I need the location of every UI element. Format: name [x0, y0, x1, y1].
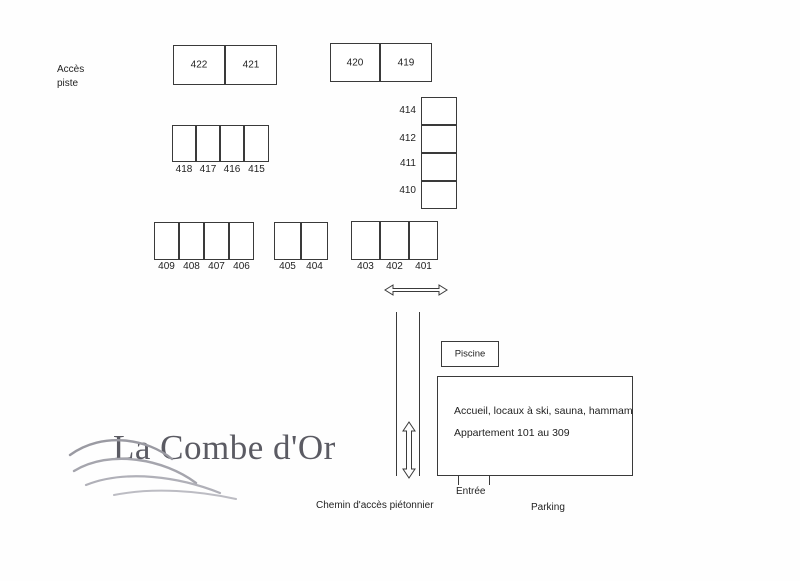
- unit-405-label: 405: [279, 261, 296, 272]
- reception-line1: Accueil, locaux à ski, sauna, hammam: [454, 405, 633, 417]
- unit-401-label: 401: [415, 261, 432, 272]
- unit-404-label: 404: [306, 261, 323, 272]
- unit-422[interactable]: [173, 45, 225, 85]
- unit-415[interactable]: [244, 125, 269, 162]
- unit-422-label: 422: [190, 59, 208, 71]
- reception-building[interactable]: [437, 376, 633, 476]
- unit-420[interactable]: [330, 43, 380, 82]
- unit-418-label: 418: [175, 164, 193, 175]
- unit-421[interactable]: [225, 45, 277, 85]
- unit-401[interactable]: [409, 221, 438, 260]
- reception-line2: Appartement 101 au 309: [454, 427, 570, 439]
- unit-416[interactable]: [220, 125, 244, 162]
- parking-label: Parking: [531, 502, 565, 513]
- unit-416-label: 416: [223, 164, 241, 175]
- access-piste-label-line2: piste: [57, 78, 79, 89]
- piscine-building[interactable]: [441, 341, 499, 367]
- road-line-right: [419, 312, 420, 476]
- unit-404[interactable]: [301, 222, 328, 260]
- unit-403[interactable]: [351, 221, 380, 260]
- unit-411[interactable]: [421, 153, 457, 181]
- entree-label: Entrée: [456, 486, 486, 497]
- unit-417[interactable]: [196, 125, 220, 162]
- unit-408-label: 408: [183, 261, 200, 272]
- road-line-left: [396, 312, 397, 476]
- entrance-tick-left: [458, 476, 459, 485]
- access-piste-label-line1: Accès: [57, 64, 85, 75]
- entrance-tick-right: [489, 476, 490, 485]
- unit-403-label: 403: [357, 261, 374, 272]
- unit-414-label: 414: [399, 105, 416, 116]
- unit-407[interactable]: [204, 222, 229, 260]
- site-title: La Combe d'Or: [113, 428, 336, 467]
- unit-408[interactable]: [179, 222, 204, 260]
- unit-409[interactable]: [154, 222, 179, 260]
- unit-412[interactable]: [421, 125, 457, 153]
- unit-406[interactable]: [229, 222, 254, 260]
- piscine-label: Piscine: [454, 348, 486, 360]
- two-way-arrow-horizontal: [383, 280, 449, 300]
- unit-407-label: 407: [208, 261, 225, 272]
- unit-410-label: 410: [399, 185, 416, 196]
- unit-415-label: 415: [248, 164, 265, 175]
- unit-406-label: 406: [233, 261, 250, 272]
- unit-419[interactable]: [380, 43, 432, 82]
- unit-418[interactable]: [172, 125, 196, 162]
- two-way-arrow-vertical: [400, 420, 418, 480]
- chemin-label: Chemin d'accès piétonnier: [316, 500, 434, 511]
- unit-420-label: 420: [346, 57, 364, 68]
- unit-402-label: 402: [386, 261, 403, 272]
- unit-410[interactable]: [421, 181, 457, 209]
- unit-417-label: 417: [199, 164, 217, 175]
- unit-409-label: 409: [158, 261, 175, 272]
- unit-419-label: 419: [397, 57, 415, 68]
- unit-414[interactable]: [421, 97, 457, 125]
- unit-402[interactable]: [380, 221, 409, 260]
- unit-411-label: 411: [400, 158, 416, 169]
- logo-swoosh-decoration: [68, 433, 268, 503]
- unit-421-label: 421: [242, 59, 260, 71]
- unit-405[interactable]: [274, 222, 301, 260]
- unit-412-label: 412: [399, 133, 416, 144]
